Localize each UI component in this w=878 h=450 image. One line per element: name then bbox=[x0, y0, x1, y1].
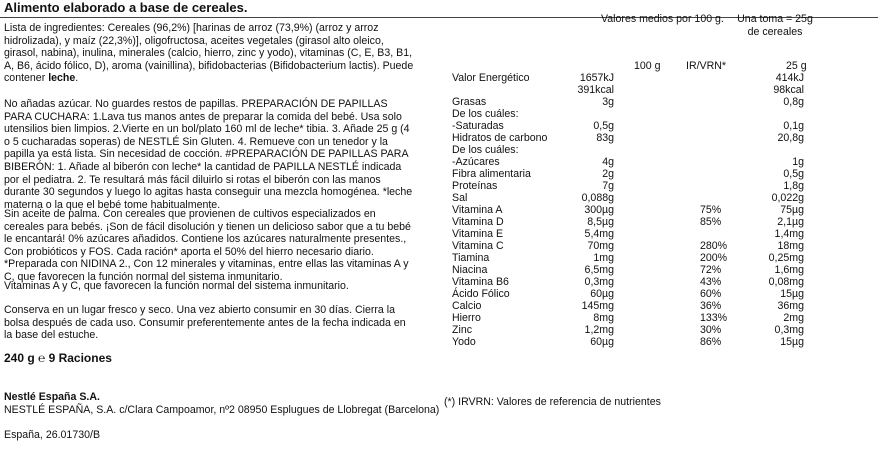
claims-text-2: Vitaminas A y C, que favorecen la función normal del sistema inmunitario. bbox=[4, 280, 349, 292]
irvrn-footnote: (*) IRVRN: Valores de referencia de nutrientes bbox=[444, 396, 661, 408]
value-per-serving: 0,8g bbox=[783, 96, 804, 108]
value-per-100g: 3g bbox=[602, 96, 614, 108]
value-per-100g: 4g bbox=[602, 156, 614, 168]
nutrition-row bbox=[452, 324, 832, 336]
nutrition-row bbox=[452, 72, 832, 84]
nutrition-row bbox=[452, 120, 832, 132]
storage-text: Conserva en un lugar fresco y seco. Una vez abierto consumir en 30 días. Cierra la bolsa después de cada uso. Consumir preferentemente antes de la fecha indicada en la base del estuche. bbox=[4, 304, 406, 342]
value-per-serving: 0,3mg bbox=[774, 324, 804, 336]
nutrient-label: Grasas bbox=[452, 96, 487, 108]
nutrition-row bbox=[452, 216, 832, 228]
value-per-serving: 414kJ bbox=[775, 72, 804, 84]
value-per-100g: 60µg bbox=[590, 288, 614, 300]
nutrient-label: Zinc bbox=[452, 324, 473, 336]
nutrition-row bbox=[452, 300, 832, 312]
value-per-serving: 0,08mg bbox=[768, 276, 804, 288]
value-per-100g: 300µg bbox=[584, 204, 614, 216]
value-per-serving: 15µg bbox=[780, 336, 804, 348]
nutrient-label: Tiamina bbox=[452, 252, 490, 264]
value-vrn: 36% bbox=[700, 300, 722, 312]
value-vrn: 60% bbox=[700, 288, 722, 300]
value-per-100g: 70mg bbox=[587, 240, 614, 252]
value-vrn: 133% bbox=[700, 312, 728, 324]
net-weight-value: 240 g bbox=[4, 351, 35, 365]
nutrient-label: Vitamina A bbox=[452, 204, 503, 216]
sanitary-registry: España, 26.01730/B bbox=[4, 429, 101, 441]
table-header-per100: Valores medios por 100 g. bbox=[601, 13, 724, 25]
nutrient-label: Calcio bbox=[452, 300, 482, 312]
value-per-serving: 1,4mg bbox=[774, 228, 804, 240]
nutrition-row bbox=[452, 168, 832, 180]
nutrient-label: Ácido Fólico bbox=[452, 288, 510, 300]
nutrient-label: De los cuáles: bbox=[452, 108, 519, 120]
value-per-serving: 75µg bbox=[780, 204, 804, 216]
manufacturer-address: NESTLÉ ESPAÑA, S.A. c/Clara Campoamor, nº2 08950 Esplugues de Llobregat (Barcelona) bbox=[4, 404, 440, 416]
col-header-25g: 25 g bbox=[786, 60, 807, 72]
value-per-serving: 0,25mg bbox=[768, 252, 804, 264]
preparation-text: No añadas azúcar. No guardes restos de papillas. PREPARACIÓN DE PAPILLAS PARA CUCHARA: 1.Lava tus manos antes de preparar la comida del bebé. Usa solo utensilios bien limpios. 2.Vierte en un bol/plato 160 ml de leche* tibia. 3. Añade 25 g (4 o 5 cucharadas soperas) de NESTLÉ Sin Gluten. 4. Remueve con un tenedor y la papilla ya está lista. Sin necesidad de cocción. #PREPARACIÓN DE PAPILLAS PARA BIBERÓN: 1. Añade al biberón con leche* la cantidad de PAPILLA NESTLÉ indicada por el pediatra. 2. Te resultará más fácil diluirlo si rotas el biberón con las manos durante 30 segundos y luego lo agitas hasta conseguir una mezcla homogénea. *leche materna o la que el bebé tome habitualmente. bbox=[4, 98, 413, 211]
value-per-serving: 2,1µg bbox=[777, 216, 804, 228]
nutrient-label: Proteínas bbox=[452, 180, 498, 192]
value-per-100g: 0,3mg bbox=[584, 276, 614, 288]
nutrient-label: -Saturadas bbox=[452, 120, 504, 132]
value-per-100g: 0,088g bbox=[581, 192, 614, 204]
value-per-serving: 20,8g bbox=[777, 132, 804, 144]
value-per-serving: 1,8g bbox=[783, 180, 804, 192]
value-per-serving: 18mg bbox=[777, 240, 804, 252]
nutrient-label: Valor Energético bbox=[452, 72, 530, 84]
value-vrn: 72% bbox=[700, 264, 722, 276]
value-per-100g: 2g bbox=[602, 168, 614, 180]
value-vrn: 86% bbox=[700, 336, 722, 348]
servings: 9 Raciones bbox=[48, 351, 112, 365]
value-vrn: 200% bbox=[700, 252, 728, 264]
nutrition-row bbox=[452, 264, 832, 276]
value-per-100g: 1,2mg bbox=[584, 324, 614, 336]
value-per-serving: 1g bbox=[792, 156, 804, 168]
claims-text: Sin aceite de palma. Con cereales que provienen de cultivos especializados en cereales para bebés. ¡Son de fácil disolución y tienen un delicioso sabor que a tu bebé le encantará! 0% azúcares añadidos. Contiene los azúcares naturalmente presentes., Con probióticos y FOS. Cada ración* aporta el 50% del hierro necesario diario. *Preparada con NIDINA 2., Con 12 minerales y vitaminas, entre ellas las vitaminas A y C, que favorecen la función normal del sistema inmunitario. bbox=[4, 208, 411, 283]
nutrition-row bbox=[452, 228, 832, 240]
value-vrn: 85% bbox=[700, 216, 722, 228]
nutrient-label: Vitamina D bbox=[452, 216, 504, 228]
value-per-100g: 1657kJ bbox=[579, 72, 614, 84]
nutrient-label: Vitamina C bbox=[452, 240, 504, 252]
nutrient-label: Yodo bbox=[452, 336, 476, 348]
value-per-serving: 98kcal bbox=[773, 84, 804, 96]
nutrition-row bbox=[452, 276, 832, 288]
col-header-100g: 100 g bbox=[634, 60, 661, 72]
net-weight bbox=[4, 352, 112, 365]
value-per-100g: 7g bbox=[602, 180, 614, 192]
nutrient-label: Vitamina B6 bbox=[452, 276, 509, 288]
nutrition-row bbox=[452, 84, 832, 96]
nutrition-row bbox=[452, 336, 832, 348]
value-per-100g: 8,5µg bbox=[587, 216, 614, 228]
estimated-sign-icon: ℮ bbox=[38, 351, 46, 365]
value-per-100g: 83g bbox=[596, 132, 614, 144]
nutrition-row bbox=[452, 204, 832, 216]
value-per-100g: 5,4mg bbox=[584, 228, 614, 240]
nutrition-row bbox=[452, 252, 832, 264]
value-vrn: 280% bbox=[700, 240, 728, 252]
table-header-serving: Una toma = 25g de cereales bbox=[737, 13, 813, 38]
product-title: Alimento elaborado a base de cereales. bbox=[4, 0, 248, 15]
ingredients-main: Lista de ingredientes: Cereales (96,2%) [harinas de arroz (73,9%) (arroz y arroz hidrolizada), y maíz (22,3%)], oligofructosa, aceites vegetales (girasol alto oleico, girasol, nabina), inulina, minerales (calcio, hierro, zinc y yodo), vitaminas (C, E, B3, B1, A, B6, ácido fólico, D), aroma (vainillina), bifidobacterias (Bifidobacterium lactis). Puede contener bbox=[4, 22, 414, 85]
nutrition-row bbox=[452, 156, 832, 168]
nutrition-row bbox=[452, 180, 832, 192]
nutrient-label: Sal bbox=[452, 192, 468, 204]
nutrient-label: -Azúcares bbox=[452, 156, 500, 168]
value-per-100g: 1mg bbox=[593, 252, 614, 264]
manufacturer-name: Nestlé España S.A. bbox=[4, 391, 100, 403]
nutrition-row bbox=[452, 288, 832, 300]
ingredients-text bbox=[4, 22, 414, 85]
col-header-vrn: IR/VRN* bbox=[686, 60, 727, 72]
nutrition-row bbox=[452, 132, 832, 144]
value-per-serving: 0,5g bbox=[783, 168, 804, 180]
value-per-serving: 0,1g bbox=[783, 120, 804, 132]
nutrient-label: Hidratos de carbono bbox=[452, 132, 548, 144]
nutrition-row bbox=[452, 144, 832, 156]
nutrient-label: Niacina bbox=[452, 264, 488, 276]
value-per-serving: 1,6mg bbox=[774, 264, 804, 276]
value-per-100g: 8mg bbox=[593, 312, 614, 324]
nutrient-label: Fibra alimentaria bbox=[452, 168, 531, 180]
nutrient-label: Hierro bbox=[452, 312, 481, 324]
nutrition-row bbox=[452, 96, 832, 108]
value-per-100g: 145mg bbox=[581, 300, 614, 312]
nutrition-row bbox=[452, 192, 832, 204]
value-per-serving: 36mg bbox=[777, 300, 804, 312]
value-vrn: 43% bbox=[700, 276, 722, 288]
nutrient-label: De los cuáles: bbox=[452, 144, 519, 156]
value-per-100g: 6,5mg bbox=[584, 264, 614, 276]
value-per-100g: 60µg bbox=[590, 336, 614, 348]
value-per-serving: 0,022g bbox=[771, 192, 804, 204]
value-vrn: 75% bbox=[700, 204, 722, 216]
ingredients-end: . bbox=[75, 72, 79, 85]
value-per-serving: 15µg bbox=[780, 288, 804, 300]
value-per-100g: 0,5g bbox=[593, 120, 614, 132]
nutrient-label: Vitamina E bbox=[452, 228, 504, 240]
nutrition-row bbox=[452, 240, 832, 252]
nutrition-row bbox=[452, 312, 832, 324]
value-per-100g: 391kcal bbox=[577, 84, 614, 96]
value-vrn: 30% bbox=[700, 324, 722, 336]
nutrition-row bbox=[452, 108, 832, 120]
allergen-milk: leche bbox=[48, 72, 76, 85]
value-per-serving: 2mg bbox=[783, 312, 804, 324]
